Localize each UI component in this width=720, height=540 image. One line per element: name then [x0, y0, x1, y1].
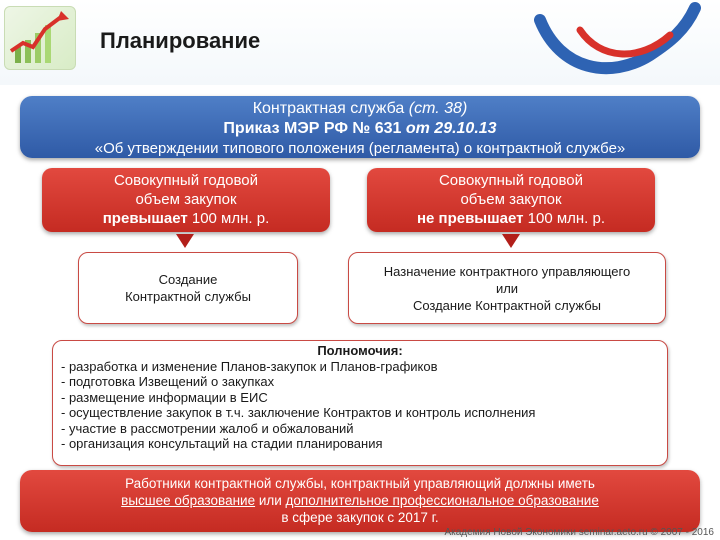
down-arrow-icon: [176, 234, 194, 248]
appoint-manager-box: [348, 252, 666, 324]
result-line: Контрактной службы: [125, 289, 251, 304]
banner-line-2: Приказ МЭР РФ № 631 от 29.10.13: [223, 120, 497, 137]
list-item: - подготовка Извещений о закупках: [61, 374, 275, 389]
requirement-line: Работники контрактной службы, контрактный управляющий должны иметь: [125, 476, 595, 491]
condition-line: Совокупный годовой: [113, 172, 259, 189]
education-requirement-box: [20, 470, 700, 532]
condition-line: превышает 100 млн. р.: [102, 210, 270, 227]
requirement-line: в сфере закупок с 2017 г.: [281, 510, 439, 525]
list-item: - участие в рассмотрении жалоб и обжалований: [61, 420, 354, 436]
condition-line: Совокупный годовой: [438, 172, 584, 189]
result-line: Назначение контрактного управляющего: [383, 264, 631, 279]
contract-service-banner: [20, 96, 700, 158]
powers-box: [52, 340, 668, 466]
list-item: - осуществление закупок в т.ч. заключение Контрактов и контроль исполнения: [61, 405, 536, 420]
condition-exceeds-box: [42, 168, 330, 232]
condition-not-exceeds-box: [367, 168, 655, 232]
powers-title: Полномочия:: [317, 343, 403, 358]
result-line: Создание: [158, 272, 218, 287]
condition-line: объем закупок: [135, 191, 237, 208]
growth-chart-logo-icon: [4, 6, 76, 70]
list-item: - разработка и изменение Планов-закупок и Планов-графиков: [61, 358, 438, 374]
banner-line-3: «Об утверждении типового положения (регламента) о контрактной службе»: [94, 140, 626, 157]
banner-line-1: Контрактная служба (ст. 38): [252, 100, 468, 117]
powers-list: [53, 359, 667, 452]
list-item: - размещение информации в ЕИС: [61, 389, 268, 405]
page-title: Планирование: [100, 28, 261, 53]
header: [0, 0, 720, 85]
result-line: Создание Контрактной службы: [412, 298, 602, 313]
condition-line: не превышает 100 млн. р.: [416, 210, 606, 227]
condition-line: объем закупок: [460, 191, 562, 208]
create-service-box: [78, 252, 298, 324]
brand-swoosh-icon: [520, 0, 720, 90]
footer-copyright: Академия Новой Экономики seminar.aeto.ru © 2007 - 2016: [444, 527, 714, 538]
result-line: или: [495, 281, 519, 296]
list-item: - организация консультаций на стадии планирования: [61, 436, 383, 451]
down-arrow-icon: [502, 234, 520, 248]
requirement-line: высшее образование или дополнительное профессиональное образование: [121, 493, 599, 508]
